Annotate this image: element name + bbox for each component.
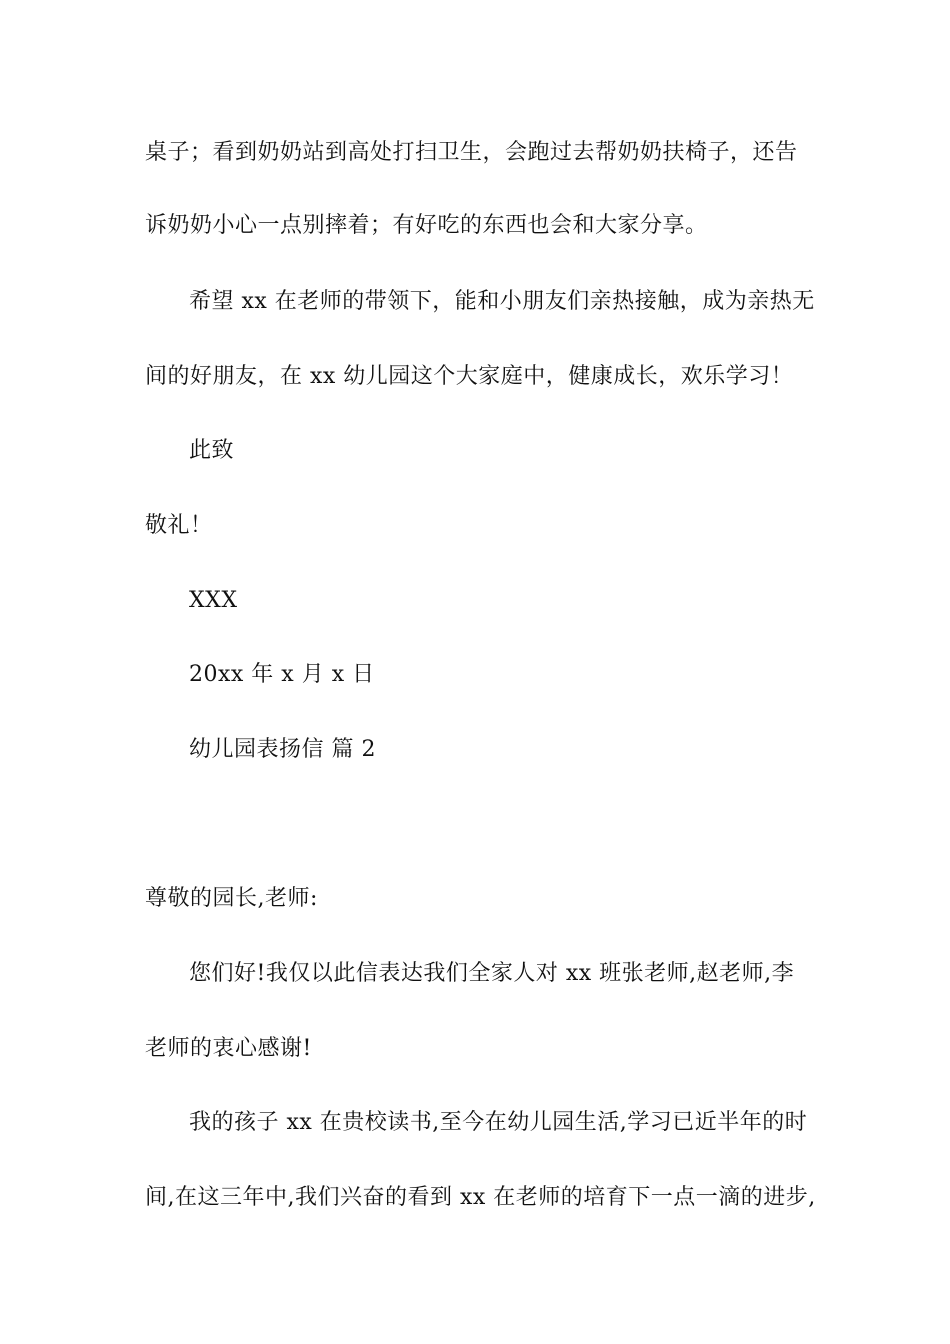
signature-name: XXX xyxy=(189,588,238,613)
paragraph-line: 间的好朋友，在 xx 幼儿园这个大家庭中，健康成长，欢乐学习！ xyxy=(145,364,794,389)
paragraph-line: 希望 xx 在老师的带领下，能和小朋友们亲热接触，成为亲热无 xyxy=(189,289,815,314)
paragraph-line: 间,在这三年中,我们兴奋的看到 xx 在老师的培育下一点一滴的进步, xyxy=(145,1185,816,1210)
salutation-regards: 敬礼！ xyxy=(145,513,213,538)
letter-greeting: 尊敬的园长,老师: xyxy=(145,886,318,911)
paragraph-line: 老师的衷心感谢! xyxy=(145,1036,312,1061)
paragraph-line: 您们好!我仅以此信表达我们全家人对 xx 班张老师,赵老师,李 xyxy=(189,961,795,986)
paragraph-line: 我的孩子 xx 在贵校读书,至今在幼儿园生活,学习已近半年的时 xyxy=(189,1110,808,1135)
signature-date: 20xx 年 x 月 x 日 xyxy=(189,662,375,687)
paragraph-line: 桌子；看到奶奶站到高处打扫卫生，会跑过去帮奶奶扶椅子，还告 xyxy=(145,140,798,165)
paragraph-line: 诉奶奶小心一点别摔着；有好吃的东西也会和大家分享。 xyxy=(145,213,708,238)
section-heading: 幼儿园表扬信 篇 2 xyxy=(189,737,376,762)
salutation-closing: 此致 xyxy=(189,438,235,463)
